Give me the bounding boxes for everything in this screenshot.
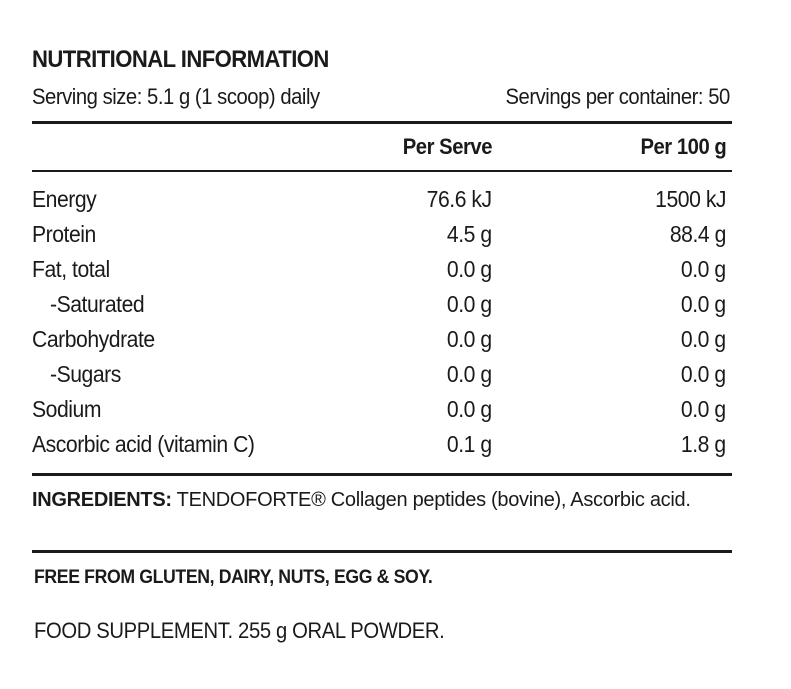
- per-serve-value: 0.0 g: [447, 396, 492, 422]
- servings-per-container: Servings per container: 50: [505, 84, 730, 109]
- per-serve-value: 4.5 g: [447, 221, 492, 247]
- table-row: [32, 256, 732, 291]
- header-per-100g: Per 100 g: [640, 134, 726, 159]
- nutrient-name: Sodium: [32, 396, 101, 422]
- divider-header: [32, 170, 732, 172]
- table-row: [32, 291, 732, 326]
- per-serve-value: 0.0 g: [447, 361, 492, 387]
- table-row: [32, 361, 732, 396]
- per-100g-value: 0.0 g: [681, 326, 726, 352]
- nutrient-name: Fat, total: [32, 256, 110, 282]
- per-100g-value: 1.8 g: [681, 431, 726, 457]
- free-from-statement: FREE FROM GLUTEN, DAIRY, NUTS, EGG & SOY.: [34, 567, 433, 588]
- per-100g-value: 1500 kJ: [655, 186, 726, 212]
- per-100g-value: 88.4 g: [669, 221, 726, 247]
- per-100g-value: 0.0 g: [681, 291, 726, 317]
- table-row: [32, 431, 732, 466]
- per-serve-value: 0.0 g: [447, 326, 492, 352]
- per-100g-value: 0.0 g: [681, 396, 726, 422]
- divider-table-bottom: [32, 473, 732, 476]
- serving-size: Serving size: 5.1 g (1 scoop) daily: [32, 84, 320, 109]
- nutrient-name: Ascorbic acid (vitamin C): [32, 431, 255, 457]
- table-row: [32, 186, 732, 221]
- nutrient-name: Carbohydrate: [32, 326, 155, 352]
- divider-top: [32, 121, 732, 124]
- per-100g-value: 0.0 g: [681, 256, 726, 282]
- supplement-note: FOOD SUPPLEMENT. 255 g ORAL POWDER.: [34, 618, 445, 643]
- per-serve-value: 0.1 g: [447, 431, 492, 457]
- per-100g-value: 0.0 g: [681, 361, 726, 387]
- header-per-serve: Per Serve: [402, 134, 492, 159]
- divider-ingredients: [32, 550, 732, 553]
- table-row: [32, 326, 732, 361]
- per-serve-value: 0.0 g: [447, 291, 492, 317]
- table-row: [32, 221, 732, 256]
- nutrient-name: -Sugars: [50, 361, 121, 387]
- per-serve-value: 76.6 kJ: [426, 186, 492, 212]
- ingredients-label: INGREDIENTS:: [32, 489, 172, 511]
- ingredients-statement: [32, 486, 732, 515]
- nutrient-name: -Saturated: [50, 291, 145, 317]
- ingredients-text: TENDOFORTE® Collagen peptides (bovine), Ascorbic acid.: [176, 489, 691, 511]
- nutrient-name: Protein: [32, 221, 96, 247]
- table-row: [32, 396, 732, 431]
- panel-title: NUTRITIONAL INFORMATION: [32, 46, 329, 73]
- nutrient-name: Energy: [32, 186, 97, 212]
- per-serve-value: 0.0 g: [447, 256, 492, 282]
